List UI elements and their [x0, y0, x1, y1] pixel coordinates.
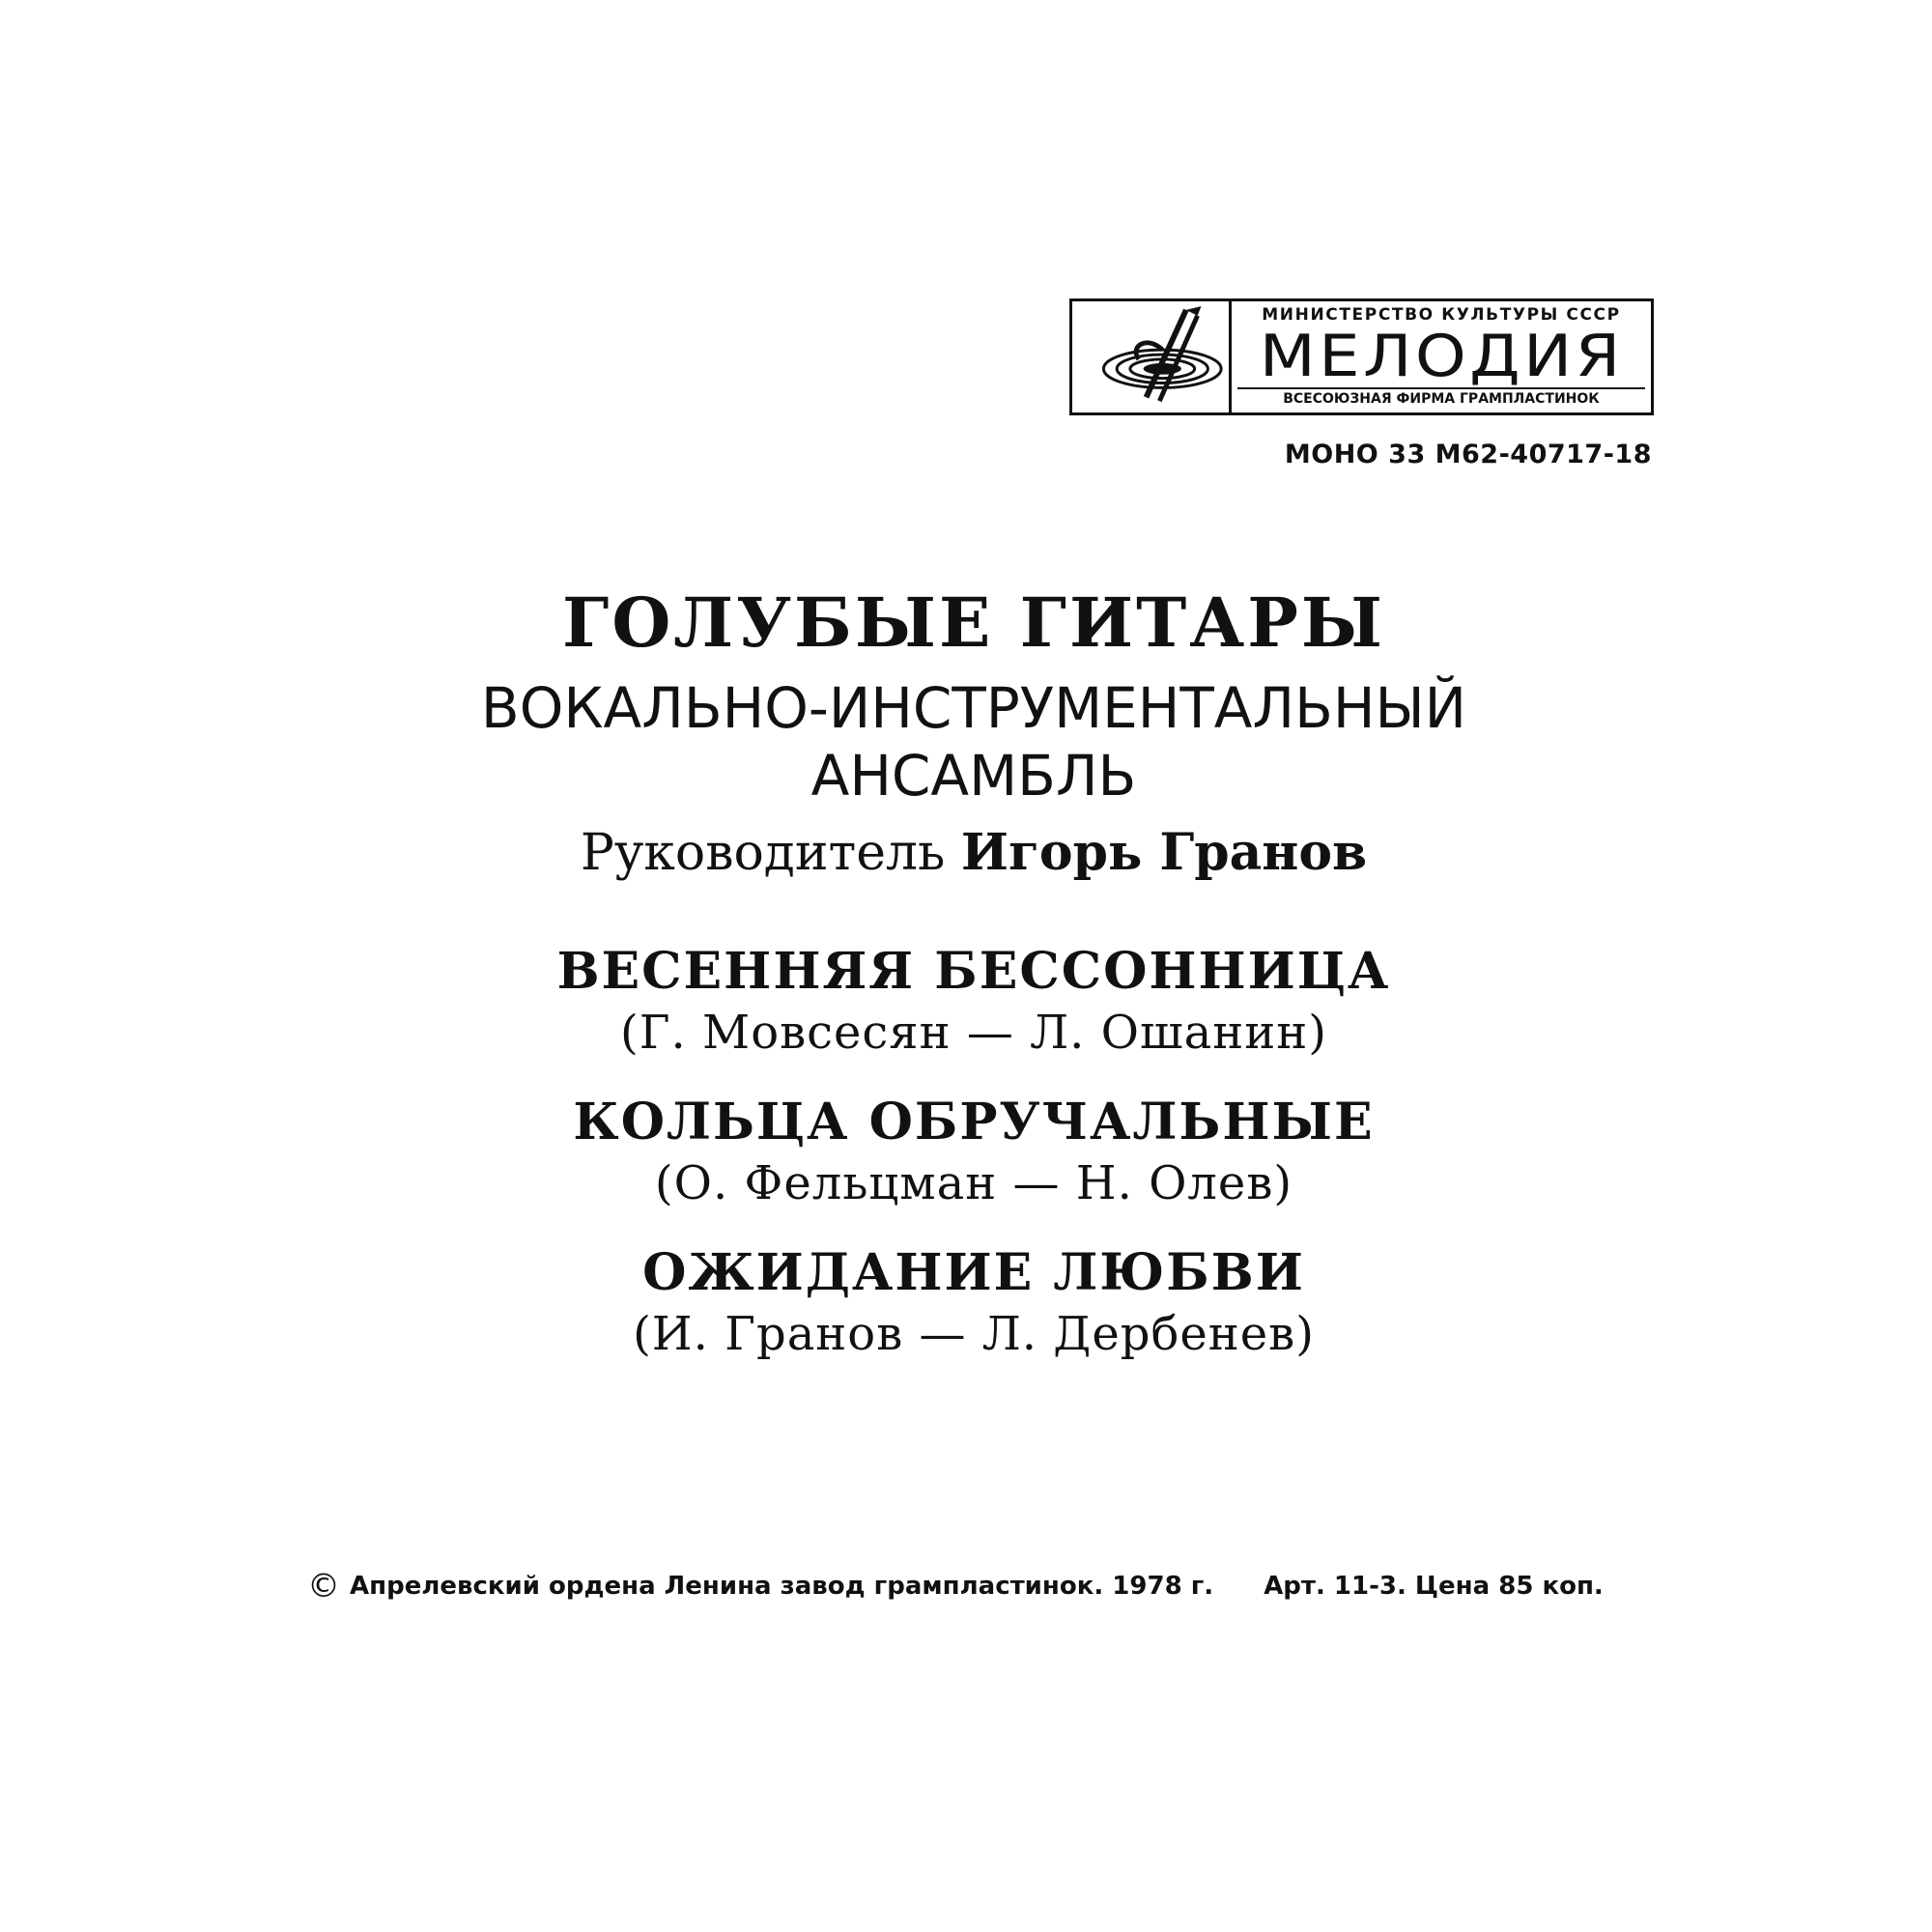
footer — [307, 1567, 1660, 1605]
logo-text — [1232, 301, 1651, 412]
band-title: ГОЛУБЫЕ ГИТАРЫ — [562, 582, 1385, 663]
leader-label: Руководитель — [580, 824, 946, 882]
track-credits: (О. Фельцман — Н. Олев) — [654, 1156, 1293, 1210]
price-text: Арт. 11-3. Цена 85 коп. — [1264, 1572, 1604, 1601]
record-label-text — [0, 580, 1932, 1393]
track-item — [0, 1092, 1932, 1213]
track-title: ВЕСЕННЯЯ БЕССОННИЦА — [556, 942, 1391, 1001]
track-item — [0, 941, 1932, 1063]
melodiya-logo — [1069, 298, 1654, 415]
catalog-number: МОНО 33 М62-40717-18 — [1284, 440, 1652, 469]
ensemble-type — [0, 674, 1932, 810]
track-credits: (Г. Мовсесян — Л. Ошанин) — [620, 1006, 1327, 1060]
track-title: ОЖИДАНИЕ ЛЮБВИ — [642, 1243, 1305, 1302]
logo-company: ВСЕСОЮЗНАЯ ФИРМА ГРАМПЛАСТИНОК — [1237, 387, 1645, 408]
logo-brand: МЕЛОДИЯ — [1259, 322, 1624, 390]
manufacturer-text: Апрелевский ордена Ленина завод грампластинок. 1978 г. — [350, 1572, 1214, 1601]
ensemble-type-line1: ВОКАЛЬНО-ИНСТРУМЕНТАЛЬНЫЙ — [480, 675, 1467, 741]
leader-name: Игорь Гранов — [960, 823, 1368, 882]
track-item — [0, 1242, 1932, 1364]
track-title: КОЛЬЦА ОБРУЧАЛЬНЫЕ — [573, 1093, 1375, 1151]
melodiya-emblem-icon — [1072, 301, 1232, 412]
track-list — [0, 941, 1932, 1364]
track-credits: (И. Гранов — Л. Дербенев) — [633, 1307, 1315, 1361]
logo-ministry: МИНИСТЕРСТВО КУЛЬТУРЫ СССР — [1262, 305, 1621, 325]
copyright-icon: © — [307, 1567, 340, 1605]
ensemble-type-line2: АНСАМБЛЬ — [810, 743, 1137, 809]
band-leader — [0, 821, 1932, 885]
